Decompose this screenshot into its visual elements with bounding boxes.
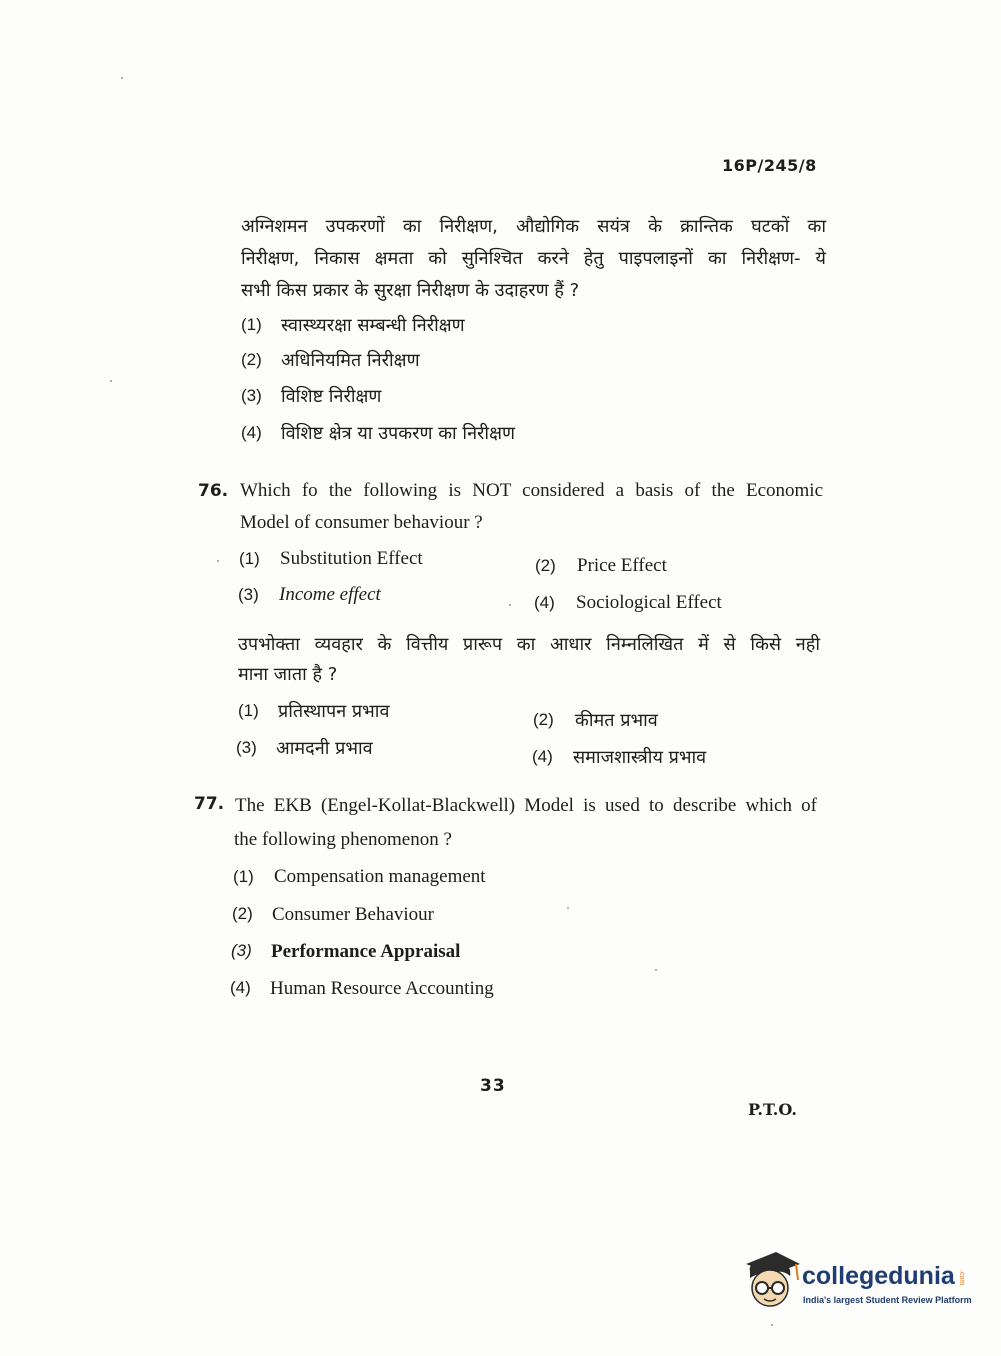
option-text: समाजशास्त्रीय प्रभाव xyxy=(573,747,707,768)
option-text: विशिष्ट निरीक्षण xyxy=(281,386,382,407)
q77-line-1: The EKB (Engel-Kollat-Blackwell) Model is used to describe which of xyxy=(235,795,817,816)
option-text: Compensation management xyxy=(274,866,486,887)
option-text: आमदनी प्रभाव xyxy=(276,738,373,759)
option-text: प्रतिस्थापन प्रभाव xyxy=(278,701,390,722)
option-number: (2) xyxy=(533,710,554,729)
scan-speck xyxy=(217,560,219,562)
option-text: Consumer Behaviour xyxy=(272,904,435,925)
watermark-brand: collegedunia xyxy=(802,1262,955,1290)
scan-speck xyxy=(567,907,569,909)
option-text: Income effect xyxy=(279,584,381,605)
option-number: (4) xyxy=(230,978,251,997)
cap-tassel xyxy=(796,1264,798,1280)
scan-speck xyxy=(110,380,112,382)
q75-hindi-line-2: निरीक्षण, निकास क्षमता को सुनिश्चित करने हेतु पाइपलाइनों का निरीक्षण- ये xyxy=(241,248,826,269)
option-text: Sociological Effect xyxy=(576,592,722,613)
option-number: (1) xyxy=(239,549,260,568)
option-number: (4) xyxy=(534,593,555,612)
option-text: Human Resource Accounting xyxy=(270,978,494,999)
q76-number: 76. xyxy=(198,481,229,501)
option-number: (3) xyxy=(236,738,257,757)
option-number: (2) xyxy=(241,350,262,369)
scan-speck xyxy=(655,969,657,971)
option-number: (4) xyxy=(532,747,553,766)
q76-line-2: Model of consumer behaviour ? xyxy=(240,512,483,533)
q76-line-1: Which fo the following is NOT considered a basis of the Economic xyxy=(240,480,823,501)
option-text: Price Effect xyxy=(577,555,667,576)
option-number: (1) xyxy=(241,315,262,334)
watermark-tagline: India's largest Student Review Platform xyxy=(803,1295,972,1305)
option-number: (2) xyxy=(535,556,556,575)
scan-speck xyxy=(771,1324,773,1326)
pto-label: P.T.O. xyxy=(748,1100,797,1119)
option-text: स्वास्थ्यरक्षा सम्बन्धी निरीक्षण xyxy=(281,315,465,336)
option-number: (3) xyxy=(241,386,262,405)
page-number: 33 xyxy=(480,1076,506,1096)
option-text: कीमत प्रभाव xyxy=(575,710,658,731)
option-text: अधिनियमित निरीक्षण xyxy=(281,350,420,371)
option-number: (3) xyxy=(238,585,259,604)
watermark-suffix: .com xyxy=(958,1270,965,1286)
q76-hindi-line-2: माना जाता है ? xyxy=(238,664,338,685)
q77-line-2: the following phenomenon ? xyxy=(234,829,452,850)
option-number: (1) xyxy=(233,867,254,886)
q77-number: 77. xyxy=(194,794,225,814)
scan-speck xyxy=(509,604,511,606)
paper-code: 16P/245/8 xyxy=(722,156,817,175)
collegedunia-mascot-icon xyxy=(740,1250,802,1312)
option-text: Performance Appraisal xyxy=(271,941,461,962)
right-glass xyxy=(772,1282,784,1294)
q75-hindi-line-1: अग्निशमन उपकरणों का निरीक्षण, औद्योगिक सयंत्र के क्रान्तिक घटकों का xyxy=(241,216,826,237)
q75-hindi-line-3: सभी किस प्रकार के सुरक्षा निरीक्षण के उदाहरण हैं ? xyxy=(241,280,580,301)
left-glass xyxy=(756,1282,768,1294)
q76-hindi-line-1: उपभोक्ता व्यवहार के वित्तीय प्रारूप का आधार निम्नलिखित में से किसे नही xyxy=(238,634,820,655)
option-number: (2) xyxy=(232,904,253,923)
scan-speck xyxy=(121,77,123,79)
option-text: Substitution Effect xyxy=(280,548,423,569)
option-number: (4) xyxy=(241,423,262,442)
option-number: (1) xyxy=(238,701,259,720)
option-text: विशिष्ट क्षेत्र या उपकरण का निरीक्षण xyxy=(281,423,516,444)
option-number: (3) xyxy=(231,941,252,960)
